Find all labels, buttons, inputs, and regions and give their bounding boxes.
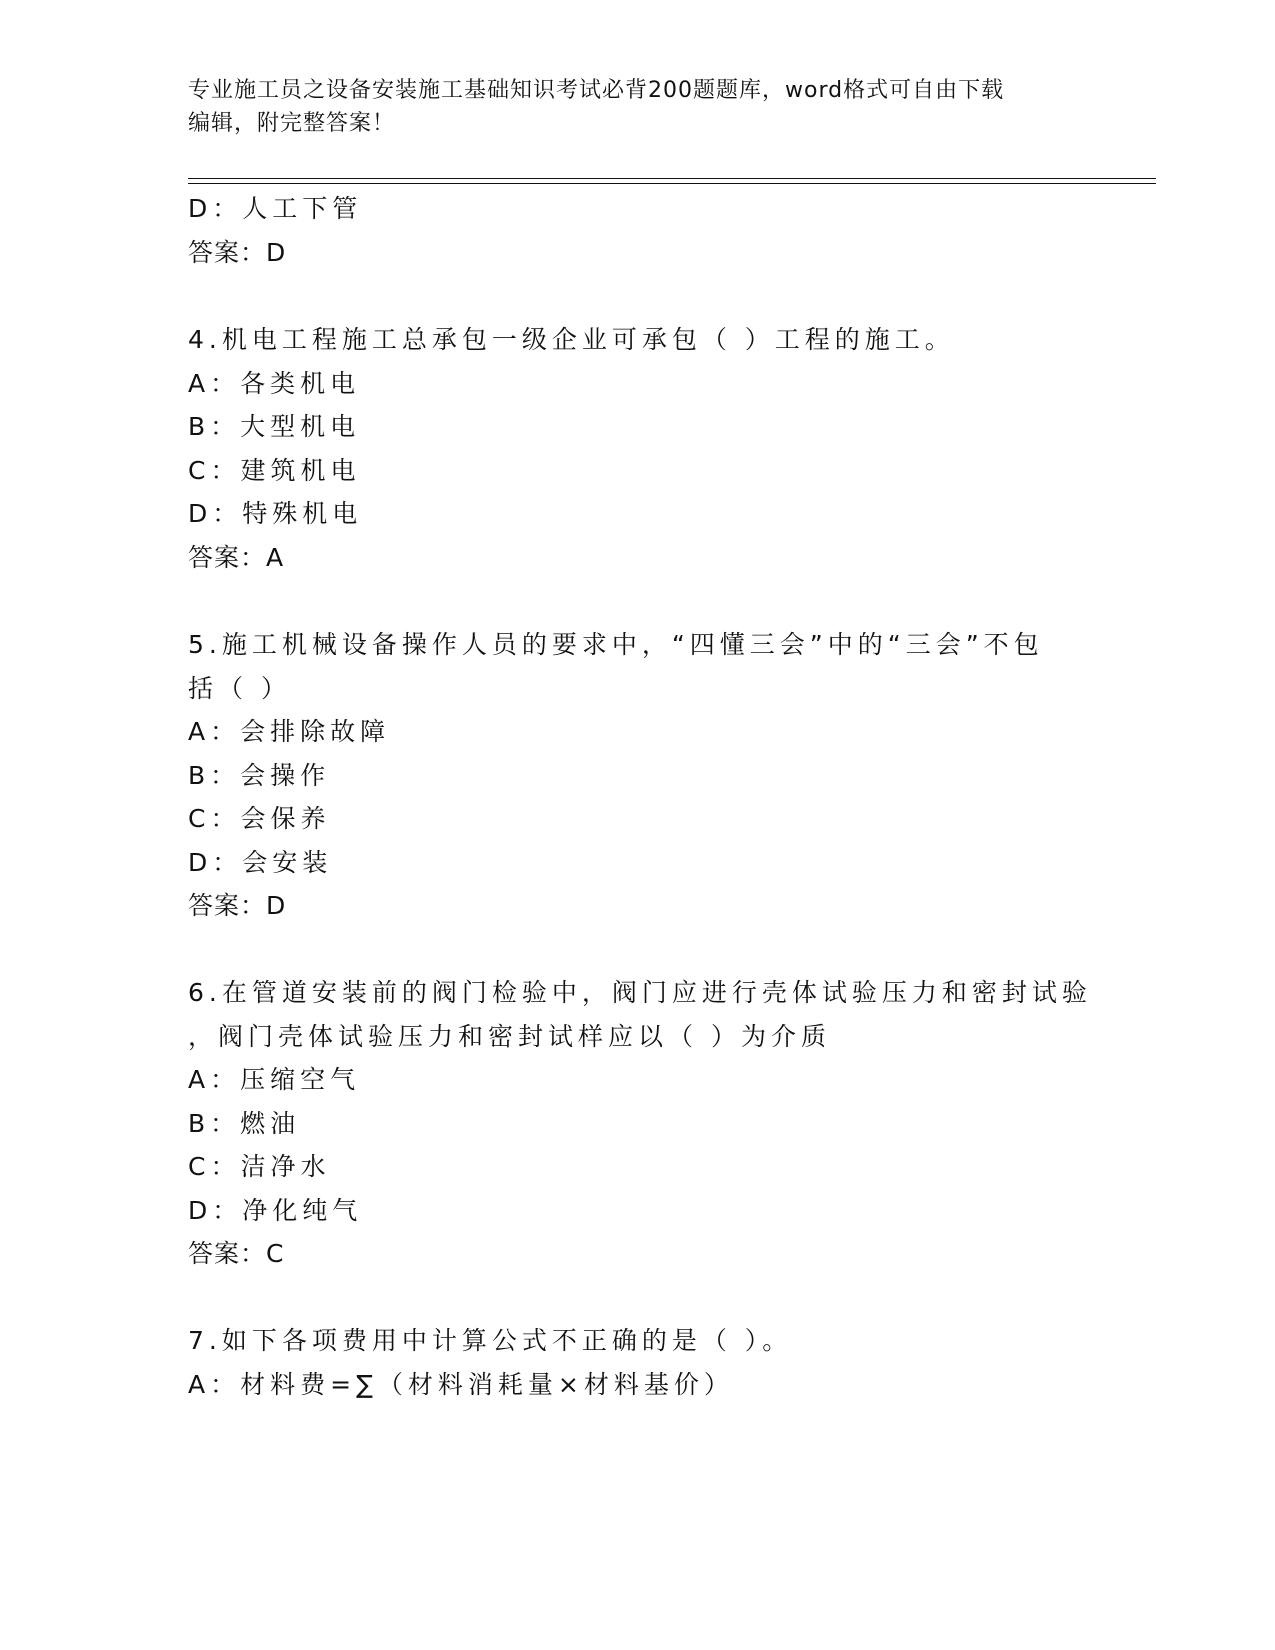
q5-option-a: A：会排除故障: [188, 717, 391, 746]
header-divider-top: [188, 178, 1156, 179]
q4-option-c: C：建筑机电: [188, 456, 361, 485]
q6-option-c: C：洁净水: [188, 1152, 331, 1181]
q6-option-d: D：净化纯气: [188, 1196, 363, 1225]
document-header: [188, 74, 1088, 140]
q5-answer: 答案：D: [188, 891, 287, 920]
q4-answer: 答案：A: [188, 543, 285, 572]
q5-option-d: D：会安装: [188, 848, 333, 877]
header-title-line1: 专业施工员之设备安装施工基础知识考试必背200题题库，word格式可自由下载: [188, 78, 1005, 103]
header-divider-bottom: [188, 183, 1156, 184]
header-title-line2: 编辑，附完整答案！: [188, 111, 396, 136]
q7-stem: 7.如下各项费用中计算公式不正确的是（ ）。: [188, 1326, 793, 1355]
q4-option-a: A：各类机电: [188, 369, 361, 398]
q4-option-d: D：特殊机电: [188, 499, 363, 528]
q5-stem-line1: 5.施工机械设备操作人员的要求中，“四懂三会”中的“三会”不包: [188, 630, 1044, 659]
q7-option-a: A：材料费=∑（材料消耗量×材料基价）: [188, 1370, 734, 1399]
q3-option-d: D：人工下管: [188, 194, 363, 223]
q6-stem-line2: ，阀门壳体试验压力和密封试样应以（ ）为介质: [188, 1022, 831, 1051]
q4-option-b: B：大型机电: [188, 412, 361, 441]
q5-option-c: C：会保养: [188, 804, 331, 833]
q5-option-b: B：会操作: [188, 761, 331, 790]
q6-stem-line1: 6.在管道安装前的阀门检验中，阀门应进行壳体试验压力和密封试验: [188, 978, 1092, 1007]
q6-option-a: A：压缩空气: [188, 1065, 361, 1094]
q6-option-b: B：燃油: [188, 1109, 301, 1138]
q4-stem: 4.机电工程施工总承包一级企业可承包（ ）工程的施工。: [188, 325, 955, 354]
q6-answer: 答案：C: [188, 1239, 285, 1268]
q3-answer: 答案：D: [188, 238, 287, 267]
q5-stem-line2: 括（ ）: [188, 674, 291, 703]
